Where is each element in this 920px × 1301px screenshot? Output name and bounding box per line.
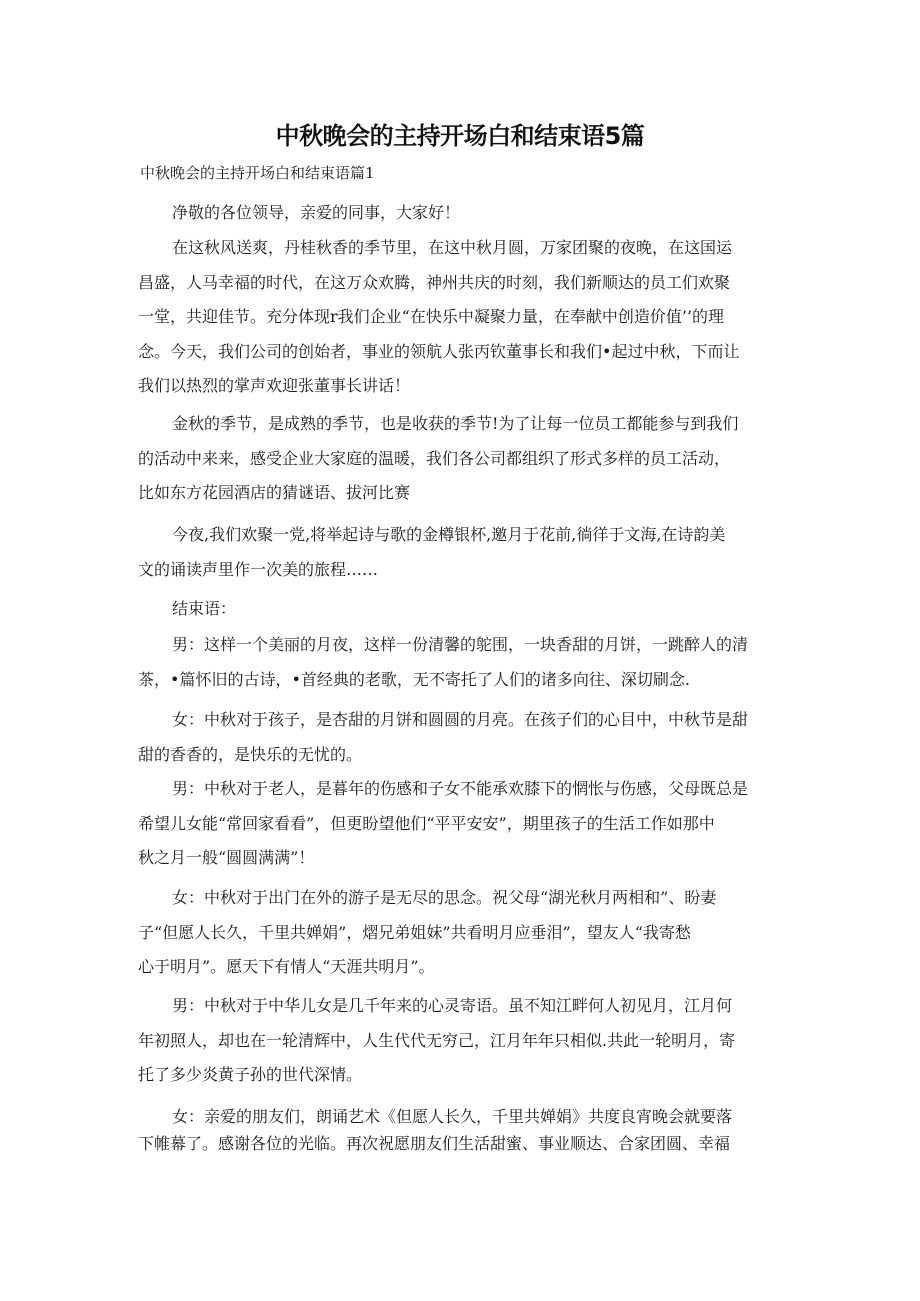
text-line: 女：亲爱的朋友们，朗诵艺术《但愿人长久，千里共婵娟》共度良宵晚会就要落 (172, 1107, 733, 1126)
text-line: 女：中秋对于孩子，是杏甜的月饼和圆圆的月亮。在孩子们的心目中，中秋节是甜 (172, 710, 749, 729)
text-line: 男：中秋对于老人，是暮年的伤感和子女不能承欢膝下的惘怅与伤感，父母既总是 (172, 779, 749, 798)
text-line: 茶，•篇怀旧的古诗，•首经典的老歌，无不寄托了人们的诸多向往、深切刷念. (138, 669, 690, 689)
text-line: 在这秋风送爽，丹桂秋香的季节里，在这中秋月圆，万家团聚的夜晚，在这国运 (172, 238, 733, 257)
text-line: 子“但愿人长久，千里共婵娟”，熠兄弟姐妹”共看明月应垂泪”，望友人“我寄愁 (138, 922, 691, 942)
paragraph (138, 703, 784, 772)
paragraph (138, 1103, 784, 1157)
paragraph (138, 518, 784, 587)
paragraph-female-1 (138, 703, 784, 772)
text-line: 男：这样一个美丽的月夜，这样一份清馨的鸵围，一块香甜的月饼，一跳醉人的清 (172, 635, 749, 654)
paragraph-male-2 (138, 772, 784, 876)
text-line: 净敬的各位领导，亲爱的同事，大家好！ (172, 203, 461, 222)
text-line: 我们以热烈的掌声欢迎张董事长讲话！ (138, 376, 411, 396)
text-line: 心于明月”。愿天下有情人“天涯共明月”。 (138, 957, 435, 977)
text-line: 托了多少炎黄子孙的世代深情。 (138, 1065, 363, 1085)
paragraph (138, 407, 784, 511)
paragraph (138, 196, 784, 231)
text-line: 下帷幕了。感谢各位的光临。再次祝愿朋友们生活甜蜜、事业顺达、合家团圆、幸福 (138, 1134, 731, 1153)
text-line: 文的诵读声里作一次美的旅程…… (138, 559, 379, 579)
text-line: 女：中秋对于出门在外的游子是无尽的思念。祝父母“湖光秋月两相和”、盼妻 (172, 888, 717, 907)
text-line: 男：中秋对于中华儿女是几千年来的心灵寄语。虽不知江畔何人初见月，江月何 (172, 996, 733, 1015)
text-line: 甜的香香的，是快乐的无忧的。 (138, 744, 363, 764)
paragraph (138, 628, 784, 697)
section-heading: 中秋晚会的主持开场白和结束语篇1 (140, 164, 375, 182)
text-line: 昌盛，人马幸福的时代，在这万众欢腾，神州共庆的时刻，我们新顺达的员工们欢聚 (138, 272, 731, 292)
text-line: 今夜,我们欢聚一党,将举起诗与歌的金樽银杯,邀月于花前,徜徉于文海,在诗韵美 (172, 525, 726, 544)
text-line: 年初照人，却也在一轮清辉中，人生代代无穷己，江月年年只相似.共此一轮明月，寄 (138, 1030, 736, 1050)
paragraph (138, 231, 784, 404)
text-line: 比如东方花园酒店的猜谜语、拔河比赛 (138, 483, 411, 503)
text-line: 结束语： (172, 599, 237, 618)
text-line: 一堂，共迎佳节。充分体现r我们企业“在快乐中凝聚力量，在奉献中创造价值’’的理 (138, 307, 725, 327)
paragraph-female-3 (138, 1103, 784, 1157)
paragraph (138, 989, 784, 1093)
paragraph (138, 592, 784, 627)
paragraph (138, 772, 784, 876)
text-line: 念。今天，我们公司的创始者，事业的领航人张丙钦董事长和我们•起过中秋，下而让 (138, 341, 740, 361)
paragraph-male-1 (138, 628, 784, 697)
paragraph-tonight (138, 518, 784, 587)
paragraph-male-3 (138, 989, 784, 1093)
text-line: 的活动中来来，感受企业大家庭的温暖，我们各公司都组织了形式多样的员工活动， (138, 448, 731, 468)
text-line: 希望儿女能“常回家看看”，但更盼望他们“平平安安”，期里孩子的生活工作如那中 (138, 813, 715, 833)
paragraph-opening (138, 231, 784, 404)
paragraph-harvest (138, 407, 784, 511)
paragraph-closing-heading (138, 592, 784, 627)
paragraph-greeting (138, 196, 784, 231)
text-line: 金秋的季节，是成熟的季节，也是收获的季节!为了让每一位员工都能参与到我们 (172, 414, 739, 433)
paragraph (138, 881, 784, 985)
paragraph-female-2 (138, 881, 784, 985)
document-title: 中秋晚会的主持开场白和结束语5篇 (275, 122, 645, 150)
text-line: 秋之月一般“圆圆满满”！ (138, 848, 315, 868)
